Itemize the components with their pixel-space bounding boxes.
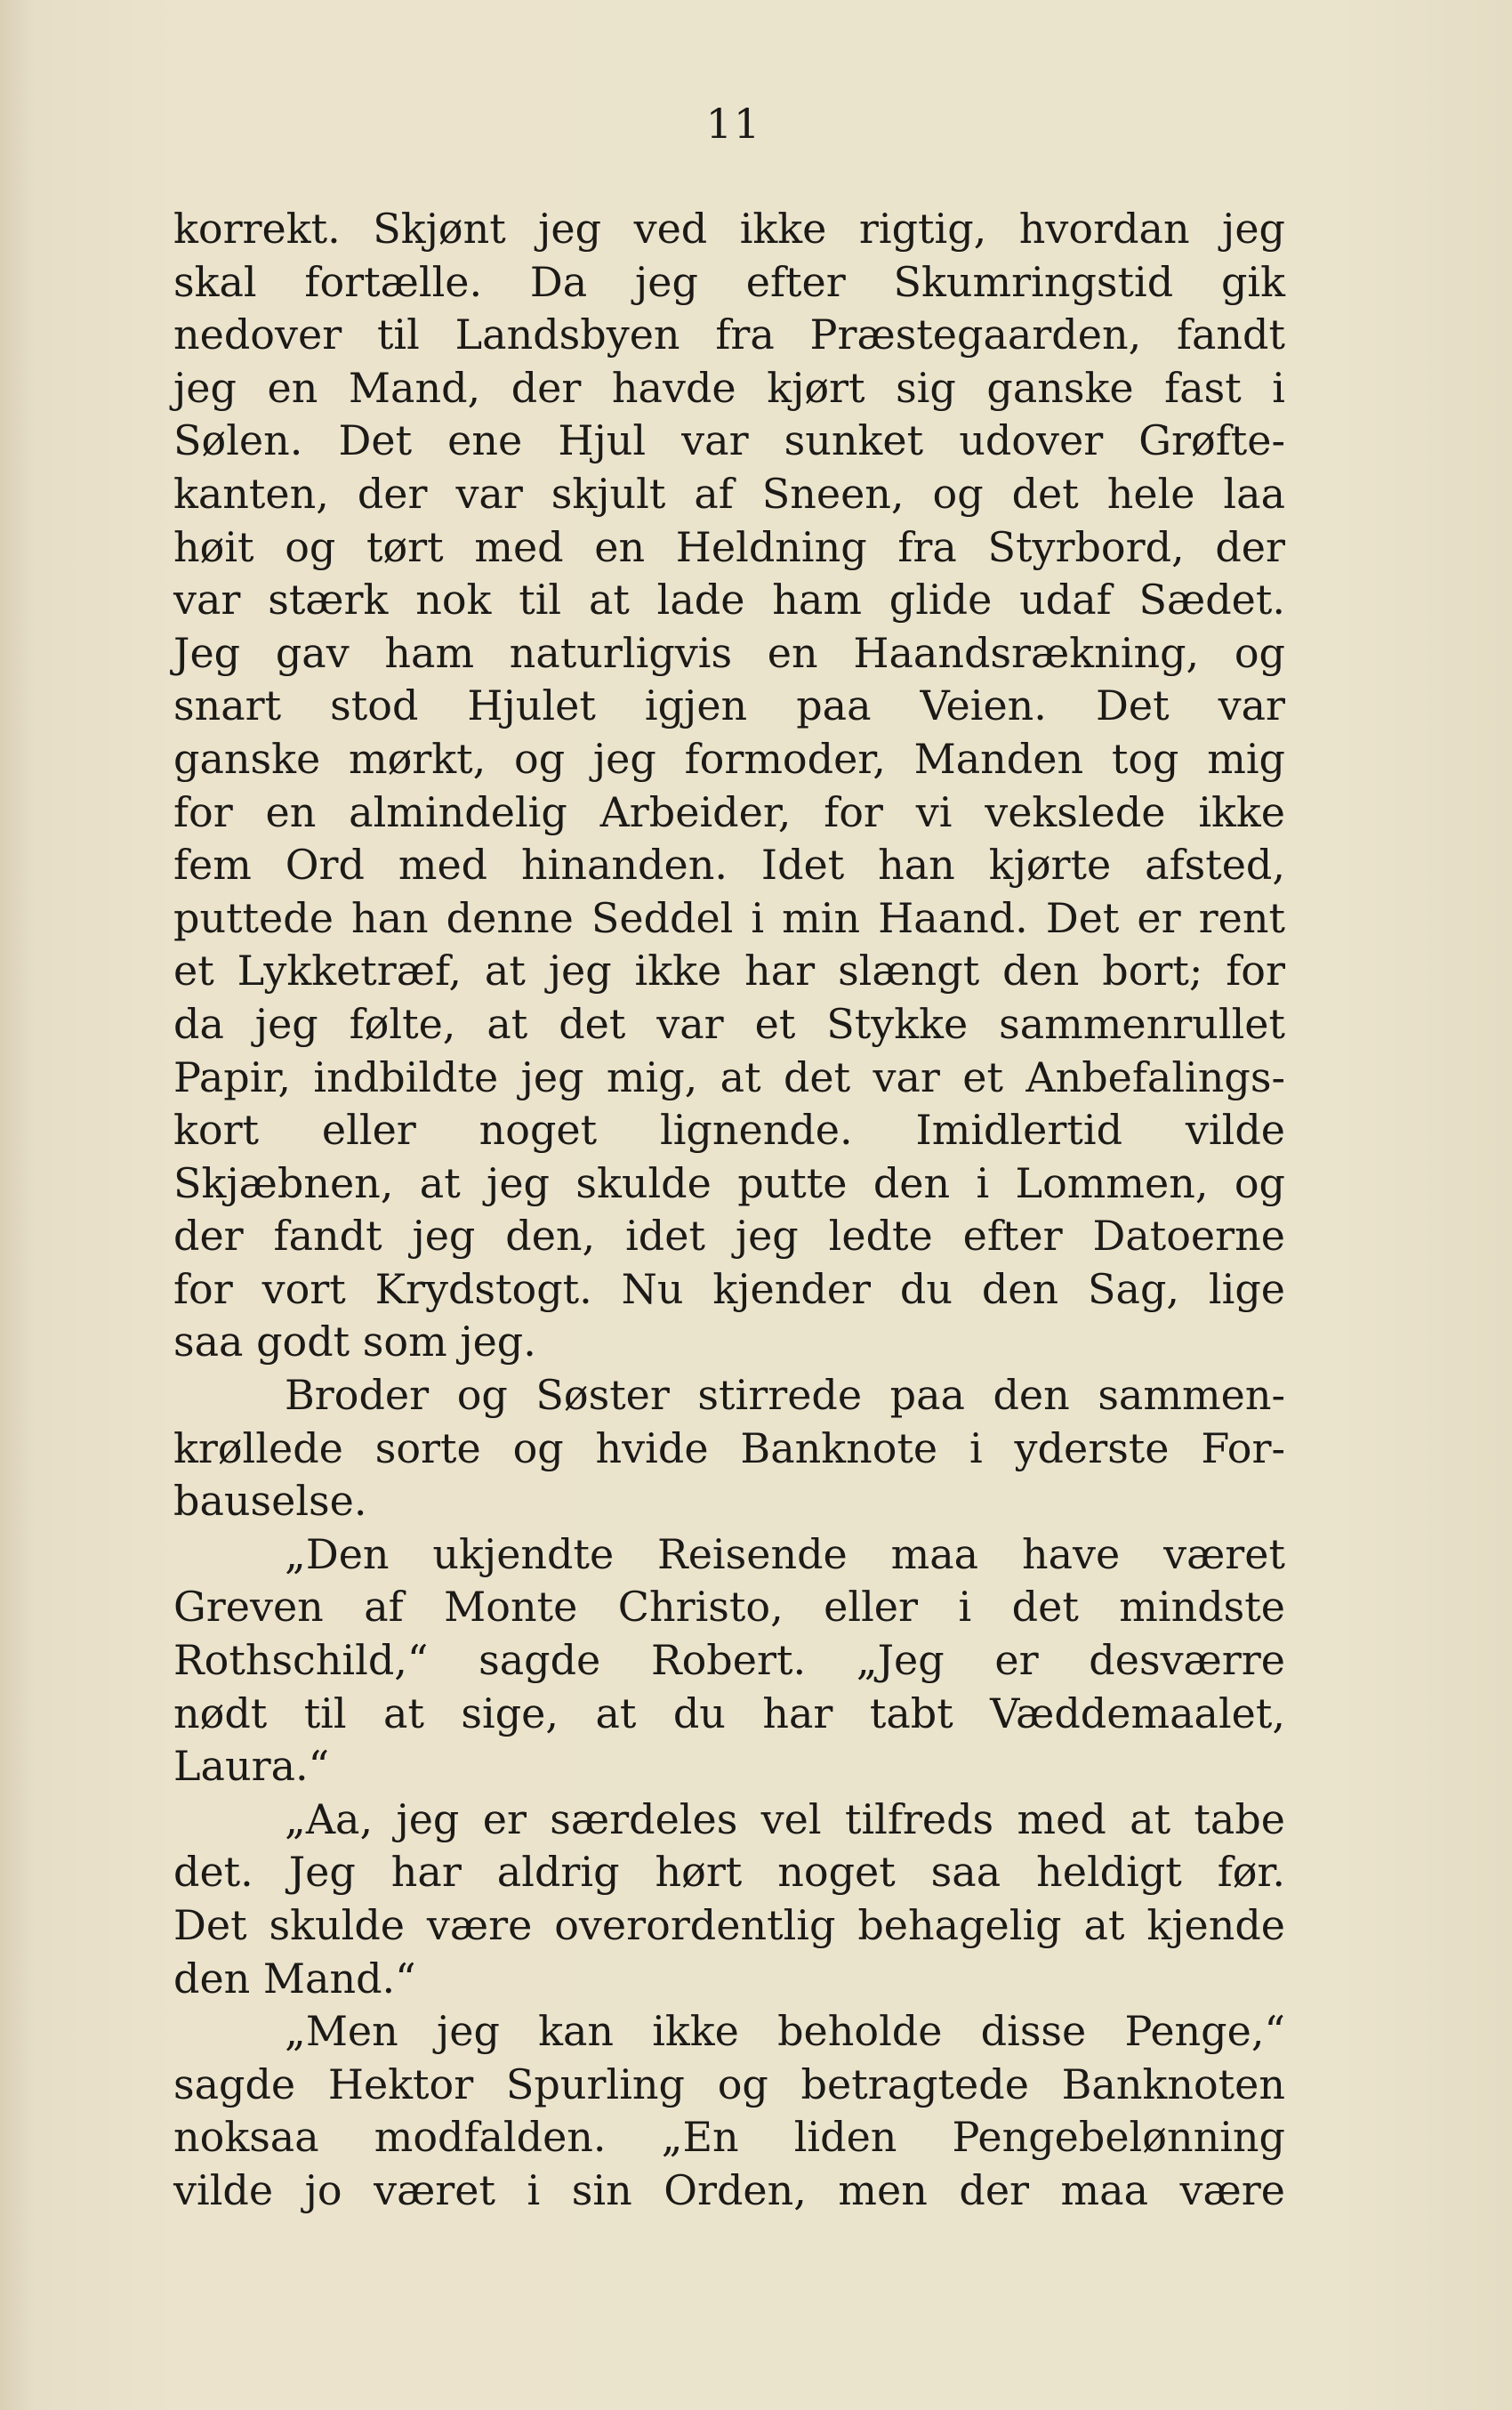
text-line: Papir, indbildte jeg mig, at det var et Anbefalings- [173,1052,1285,1101]
text-line: der fandt jeg den, idet jeg ledte efter Datoerne [173,1212,1285,1261]
text-line: skal fortælle. Da jeg efter Skumringstid gik [173,257,1285,306]
text-line: Det skulde være overordentlig behagelig at kjende [173,1901,1285,1949]
text-line: Rothschild,“ sagde Robert. „Jeg er desværre [173,1636,1285,1685]
text-line: vilde jo været i sin Orden, men der maa være [173,2165,1285,2214]
body-text [173,203,1285,2218]
text-line: fem Ord med hinanden. Idet han kjørte afsted, [173,841,1285,890]
text-line: Broder og Søster stirrede paa den sammen- [285,1371,1285,1420]
text-line: „Aa, jeg er særdeles vel tilfreds med at tabe [285,1794,1285,1843]
page-number: 11 [705,100,762,148]
text-line: saa godt som jeg. [173,1318,536,1366]
text-line: korrekt. Skjønt jeg ved ikke rigtig, hvordan jeg [173,205,1285,253]
text-line: den Mand.“ [173,1954,416,2003]
text-line: Sølen. Det ene Hjul var sunket udover Grøfte- [173,416,1285,465]
text-line: nødt til at sige, at du har tabt Væddemaalet, [173,1689,1285,1737]
text-line: noksaa modfalden. „En liden Pengebelønning [173,2113,1285,2162]
text-line: krøllede sorte og hvide Banknote i yderste For- [173,1423,1285,1472]
text-line: det. Jeg har aldrig hørt noget saa heldigt før. [173,1848,1285,1897]
text-line: da jeg følte, at det var et Stykke sammenrullet [173,999,1285,1048]
text-line: var stærk nok til at lade ham glide udaf Sædet. [173,576,1285,625]
text-line: „Den ukjendte Reisende maa have været [285,1529,1285,1578]
text-line: Jeg gav ham naturligvis en Haandsrækning, og [173,628,1285,677]
text-line: Greven af Monte Christo, eller i det mindste [173,1583,1285,1632]
text-line: et Lykketræf, at jeg ikke har slængt den bort; for [173,947,1285,995]
text-line: Skjæbnen, at jeg skulde putte den i Lommen, og [173,1158,1285,1207]
text-line: nedover til Landsbyen fra Præstegaarden, fandt [173,310,1285,359]
text-line: høit og tørt med en Heldning fra Styrbord, der [173,522,1285,571]
text-line: „Men jeg kan ikke beholde disse Penge,“ [285,2007,1285,2056]
text-line: ganske mørkt, og jeg formoder, Manden tog mig [173,734,1285,783]
text-line: bauselse. [173,1477,367,1526]
text-line: snart stod Hjulet igjen paa Veien. Det var [173,681,1285,730]
text-line: for en almindelig Arbeider, for vi vekslede ikke [173,787,1285,836]
text-line: for vort Krydstogt. Nu kjender du den Sag, lige [173,1264,1285,1313]
text-line: kanten, der var skjult af Sneen, og det hele laa [173,469,1285,518]
text-line: jeg en Mand, der havde kjørt sig ganske fast i [173,363,1285,412]
text-line: puttede han denne Seddel i min Haand. Det er rent [173,893,1285,942]
text-line: Laura.“ [173,1742,330,1791]
text-line: sagde Hektor Spurling og betragtede Banknoten [173,2059,1285,2108]
text-line: kort eller noget lignende. Imidlertid vilde [173,1106,1285,1155]
